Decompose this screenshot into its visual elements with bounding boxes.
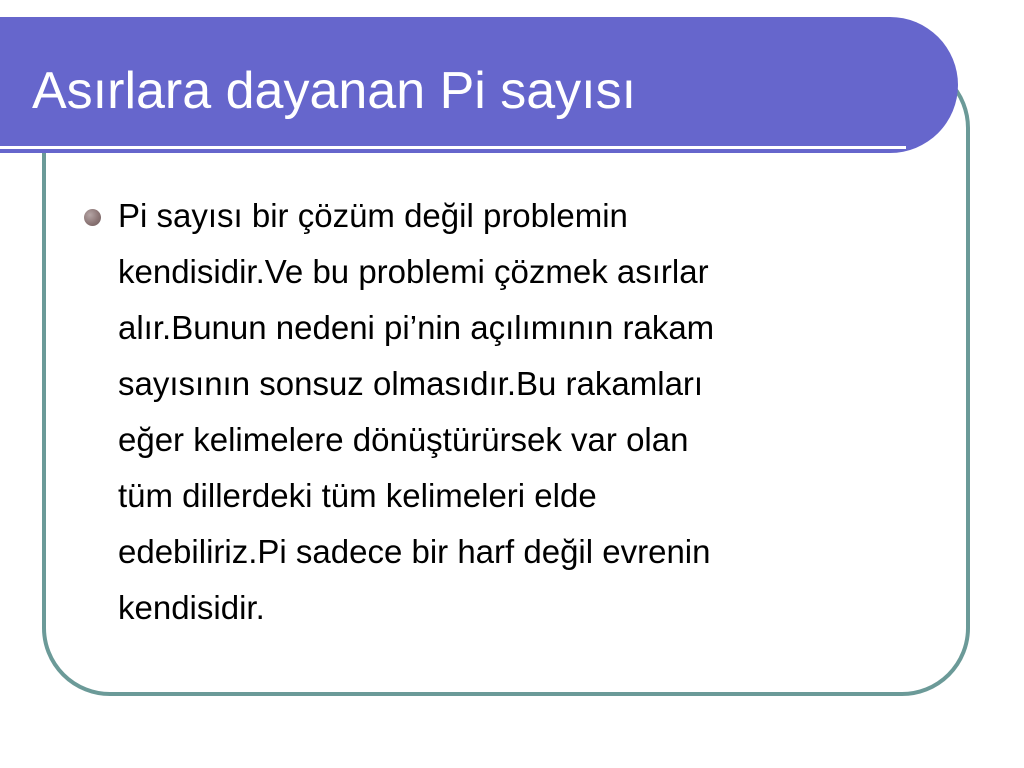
title-banner <box>0 17 958 153</box>
bullet-item <box>84 188 954 636</box>
bullet-line: Pi sayısı bir çözüm değil problemin <box>118 197 628 234</box>
bullet-line: alır.Bunun nedeni pi’nin açılımının rakam <box>118 309 715 346</box>
bullet-line: kendisidir.Ve bu problemi çözmek asırlar <box>118 253 709 290</box>
bullet-line: tüm dillerdeki tüm kelimeleri elde <box>118 477 597 514</box>
bullet-line: sayısının sonsuz olmasıdır.Bu rakamları <box>118 365 704 402</box>
bullet-line: eğer kelimelere dönüştürürsek var olan <box>118 421 689 458</box>
bullet-line: kendisidir. <box>118 589 265 626</box>
round-bullet-icon <box>84 209 101 226</box>
bullet-line: edebiliriz.Pi sadece bir harf değil evrenin <box>118 533 711 570</box>
slide-title: Asırlara dayanan Pi sayısı <box>32 62 637 120</box>
bullet-list <box>84 188 954 636</box>
title-underline <box>0 146 906 149</box>
